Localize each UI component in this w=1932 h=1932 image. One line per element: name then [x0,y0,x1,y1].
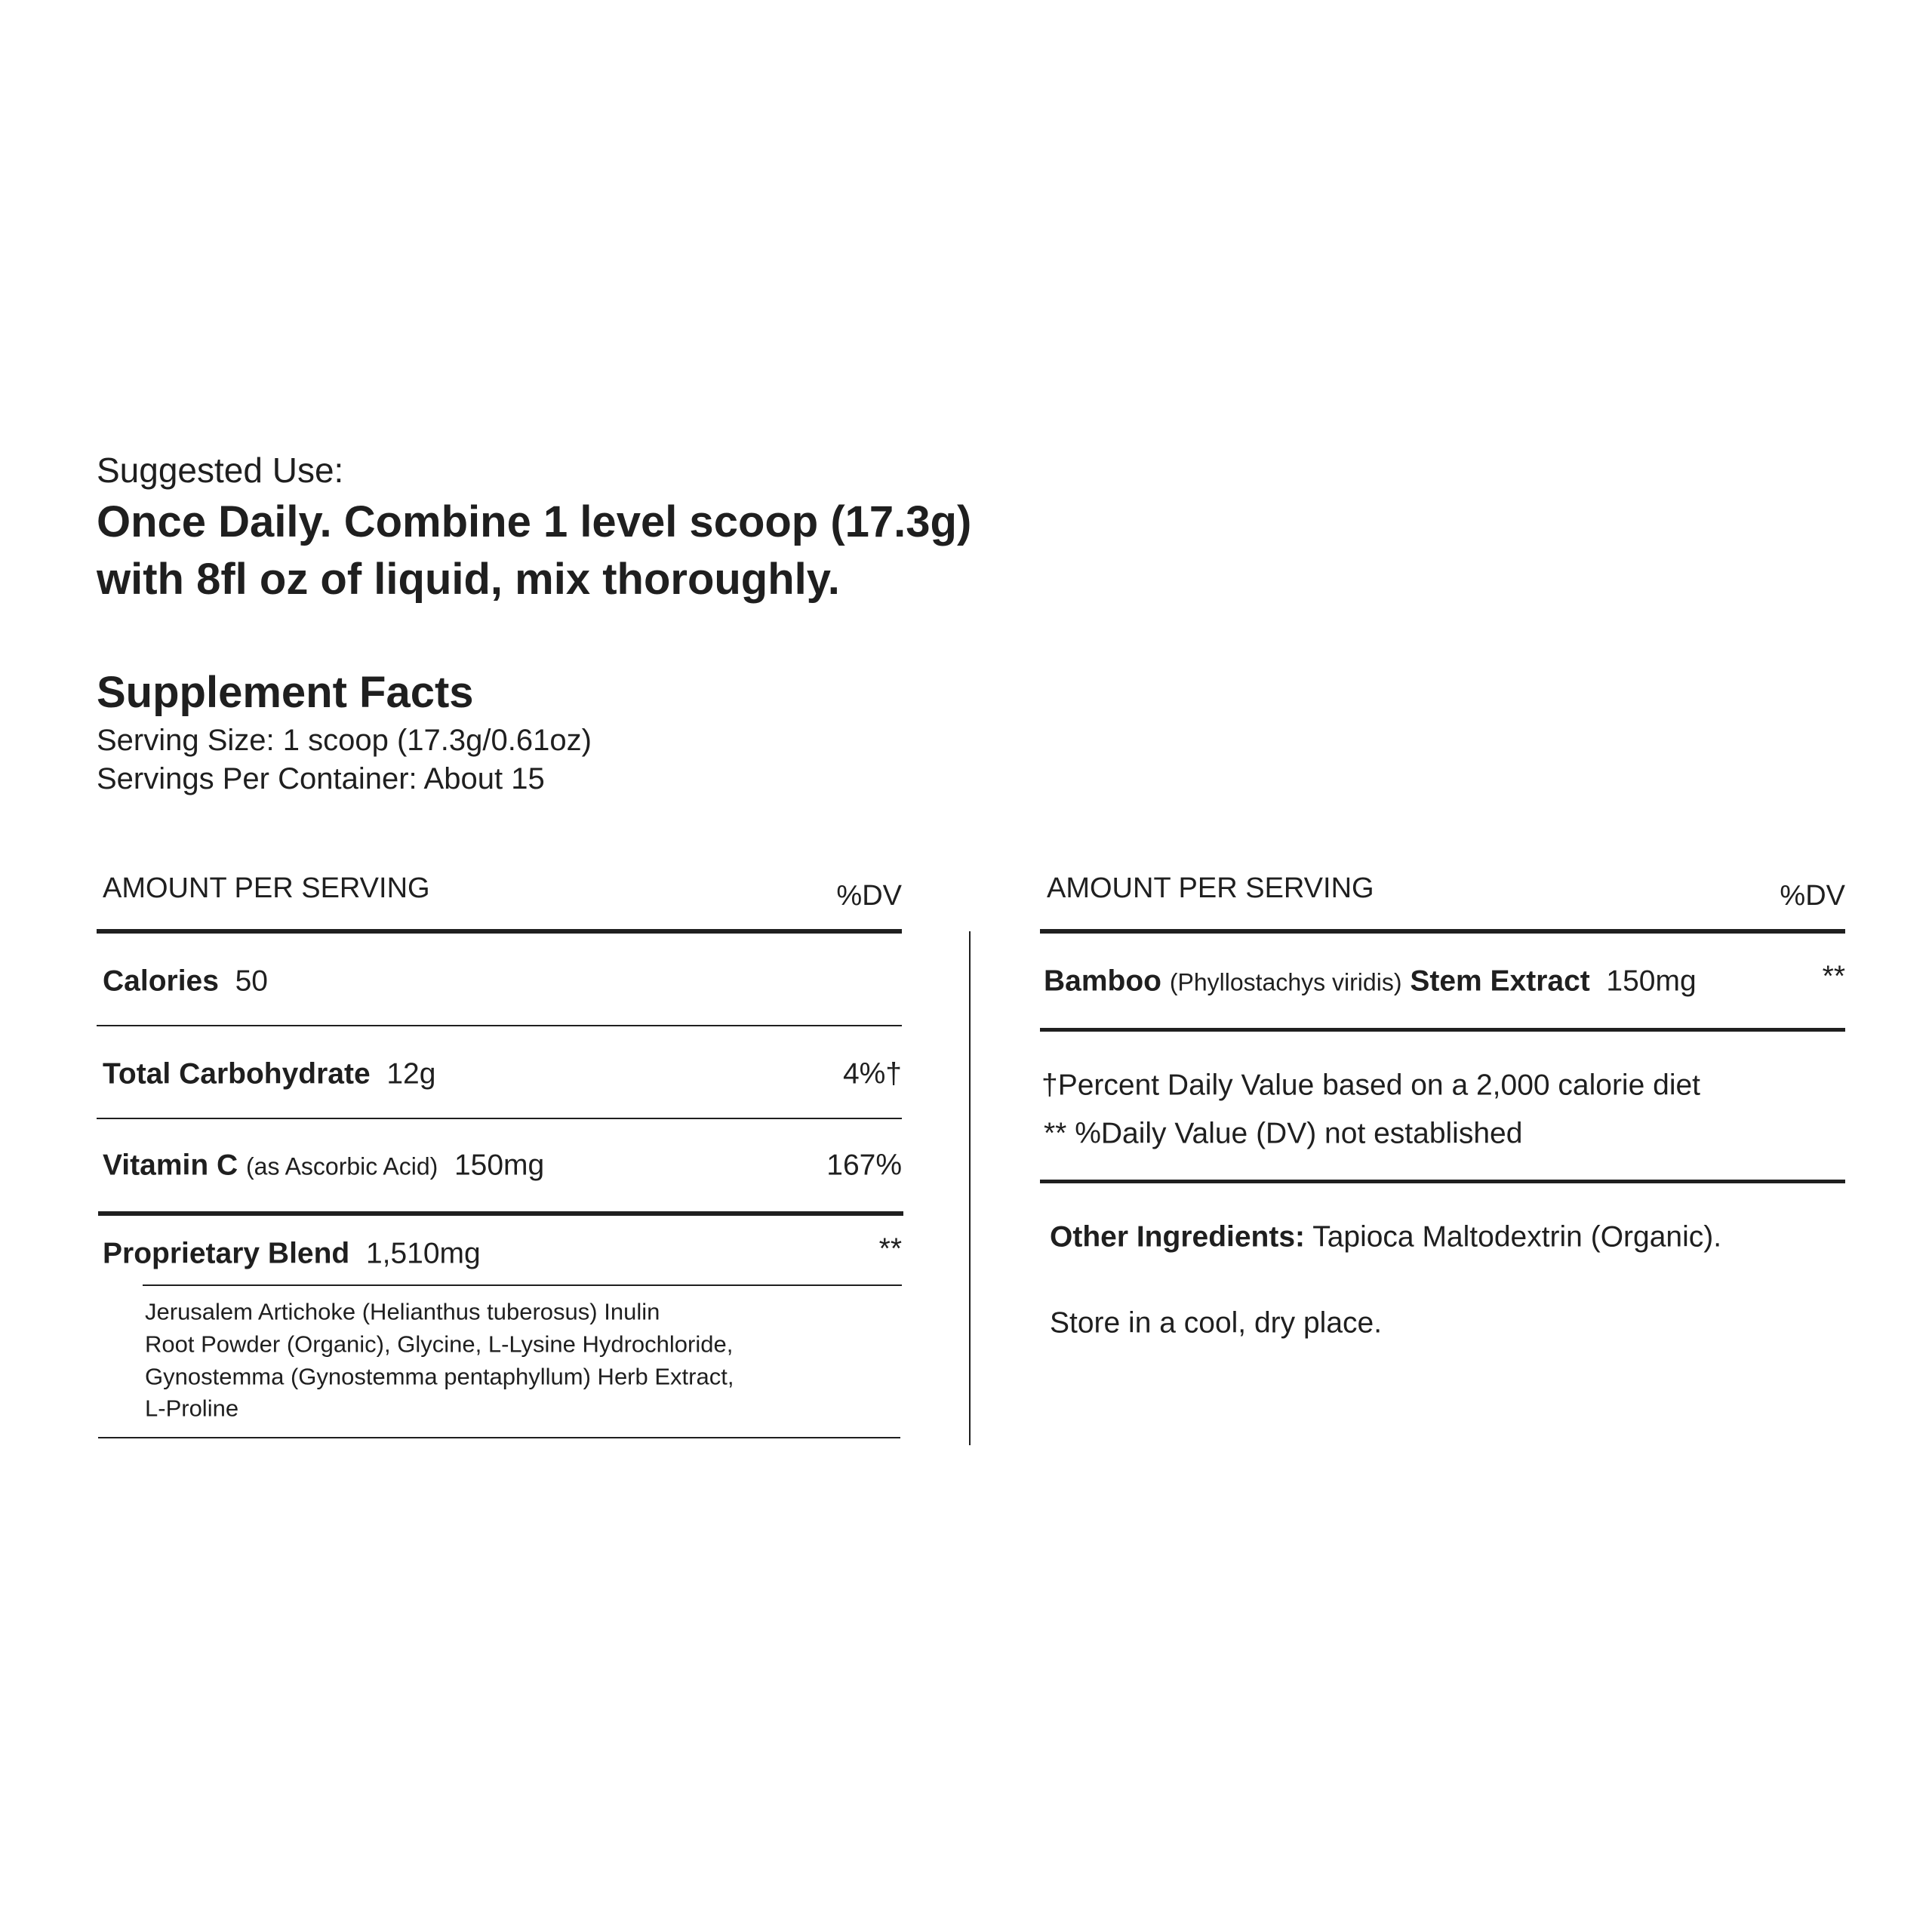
total-carbohydrate-dv: 4%† [842,1057,902,1091]
divider-thick [97,929,902,934]
amount-per-serving-header: AMOUNT PER SERVING [103,872,430,904]
blend-ingredients-line: Jerusalem Artichoke (Helianthus tuberosus) Inulin [145,1298,660,1325]
footnote-not-established: ** %Daily Value (DV) not established [1044,1117,1523,1150]
row-amount: 150mg [454,1149,545,1182]
bamboo-dv: ** [1822,960,1845,993]
other-ingredients-label: Other Ingredients: [1050,1220,1306,1254]
proprietary-blend-row [103,1239,481,1269]
other-ingredients-value: Tapioca Maltodextrin (Organic). [1312,1220,1722,1254]
divider [97,1025,902,1026]
other-ingredients [1050,1220,1722,1254]
suggested-use-label: Suggested Use: [97,451,344,490]
vitamin-c-dv: 167% [826,1149,902,1182]
divider [98,1437,900,1438]
dv-header: %DV [836,880,902,912]
row-amount: 50 [235,964,268,998]
servings-per-container: Servings Per Container: About 15 [97,762,545,795]
row-name: Total Carbohydrate [103,1057,371,1091]
supplement-facts-title: Supplement Facts [97,668,474,717]
proprietary-blend-dv: ** [878,1232,902,1266]
blend-ingredients-line: Gynostemma (Gynostemma pentaphyllum) Herb Extract, [145,1363,734,1390]
row-amount: 150mg [1606,964,1697,998]
divider-thick [1040,1028,1845,1032]
divider [97,1118,902,1119]
column-divider [969,931,971,1445]
divider [143,1284,902,1286]
divider-thick [1040,1180,1845,1183]
footnote-daily-value: †Percent Daily Value based on a 2,000 calorie diet [1041,1069,1701,1102]
row-name: Bamboo [1044,964,1161,998]
row-amount: 1,510mg [365,1237,481,1270]
blend-ingredients-line: L-Proline [145,1395,239,1422]
row-amount: 12g [386,1057,436,1091]
calories-row [103,964,268,998]
row-name-suffix: Stem Extract [1410,964,1590,998]
row-name: Calories [103,964,219,998]
total-carbohydrate-row [103,1057,436,1091]
suggested-use-line-2: with 8fl oz of liquid, mix thoroughly. [97,555,840,604]
dv-header: %DV [1780,880,1845,912]
storage-instructions: Store in a cool, dry place. [1050,1306,1383,1340]
serving-size: Serving Size: 1 scoop (17.3g/0.61oz) [97,724,592,757]
vitamin-c-row [103,1151,544,1180]
row-name: Proprietary Blend [103,1237,350,1270]
bamboo-row [1044,964,1697,998]
divider-thick [98,1211,903,1216]
blend-ingredients-line: Root Powder (Organic), Glycine, L-Lysine Hydrochloride, [145,1331,734,1358]
suggested-use-line-1: Once Daily. Combine 1 level scoop (17.3g) [97,497,972,546]
row-note: (Phyllostachys viridis) [1169,968,1402,996]
divider-thick [1040,929,1845,934]
row-name: Vitamin C [103,1149,238,1182]
amount-per-serving-header: AMOUNT PER SERVING [1047,872,1374,904]
row-note: (as Ascorbic Acid) [246,1152,438,1180]
